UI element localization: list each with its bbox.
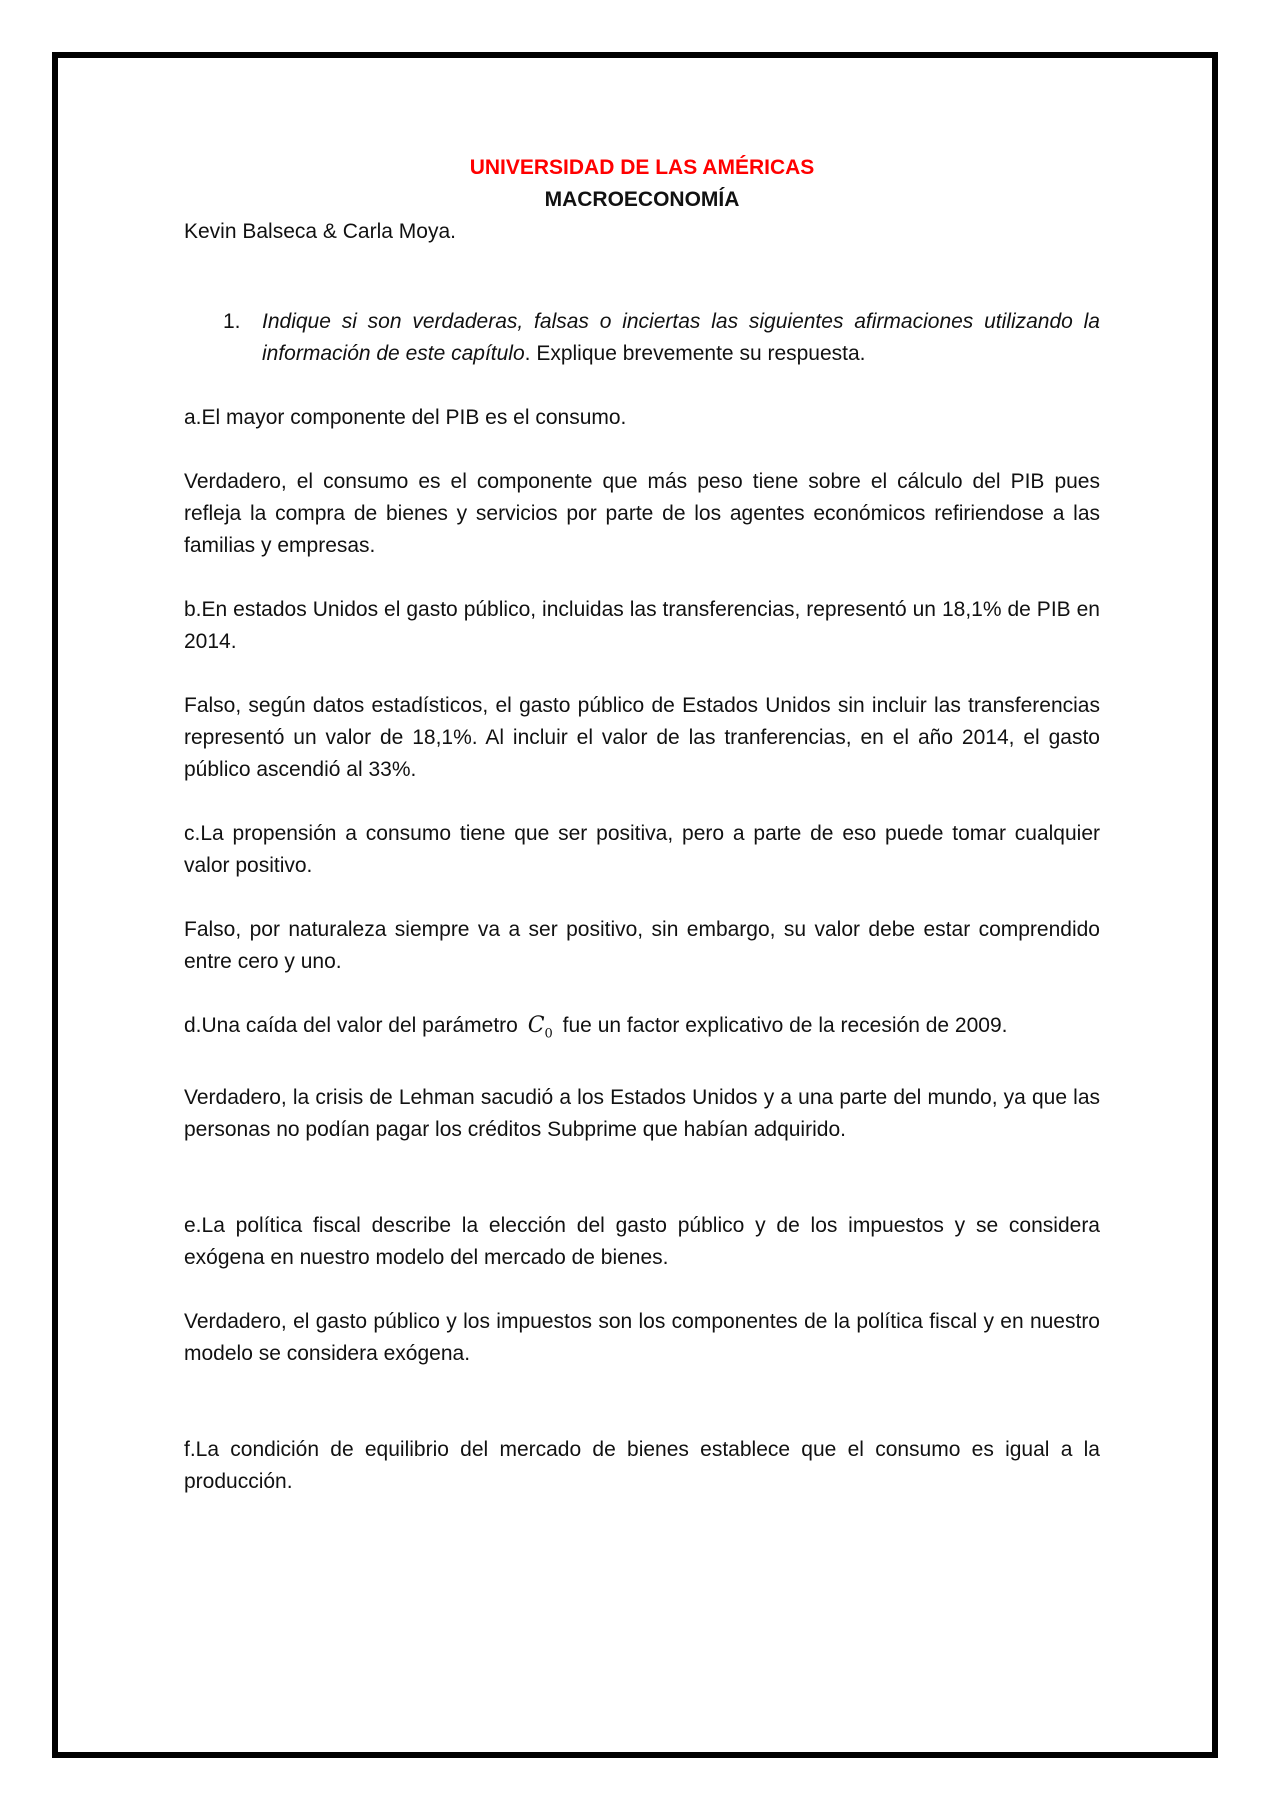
parameter-symbol-main: C <box>527 1013 545 1038</box>
statement-a: a.El mayor componente del PIB es el consumo. <box>184 406 627 429</box>
question-plain-text: . Explique brevemente su respuesta. <box>524 342 866 365</box>
statement-d-before: d.Una caída del valor del parámetro <box>184 1014 518 1037</box>
parameter-symbol-sub: 0 <box>544 1026 553 1042</box>
document-header <box>184 152 1100 216</box>
answer-e: Verdadero, el gasto público y los impuestos son los componentes de la política fiscal y en nuestro modelo se considera exógena. <box>184 1310 1100 1366</box>
question-text <box>262 306 1100 370</box>
answer-a: Verdadero, el consumo es el componente que más peso tiene sobre el cálculo del PIB pues refleja la compra de bienes y servicios por parte de los agentes económicos refiriendose a las familias y empresas. <box>184 470 1100 557</box>
answer-b: Falso, según datos estadísticos, el gasto público de Estados Unidos sin incluir las transferencias representó un valor de 18,1%. Al incluir el valor de las tranferencias, en el año 2014, el gasto público ascendió al 33%. <box>184 694 1100 781</box>
question-list <box>184 306 1100 370</box>
answer-c: Falso, por naturaleza siempre va a ser positivo, sin embargo, su valor debe estar comprendido entre cero y uno. <box>184 918 1100 973</box>
question-italic-text: Indique si son verdaderas, falsas o inciertas las siguientes afirmaciones utilizando la información de este capítulo <box>262 310 1100 365</box>
statement-e: e.La política fiscal describe la elección del gasto público y de los impuestos y se considera exógena en nuestro modelo del mercado de bienes. <box>184 1214 1100 1270</box>
document-body <box>184 152 1100 1498</box>
statement-f: f.La condición de equilibrio del mercado de bienes establece que el consumo es igual a la producción. <box>184 1438 1100 1494</box>
question-item <box>223 306 1100 370</box>
statement-d-after: fue un factor explicativo de la recesión de 2009. <box>562 1014 1008 1037</box>
parameter-c0-symbol <box>524 1013 557 1042</box>
authors-line: Kevin Balseca & Carla Moya. <box>184 220 456 243</box>
statement-b: b.En estados Unidos el gasto público, incluidas las transferencias, representó un 18,1% de PIB en 2014. <box>184 598 1100 653</box>
university-title: UNIVERSIDAD DE LAS AMÉRICAS <box>469 156 815 179</box>
answer-d: Verdadero, la crisis de Lehman sacudió a los Estados Unidos y a una parte del mundo, ya que las personas no podían pagar los créditos Subprime que habían adquirido. <box>184 1086 1100 1142</box>
statement-c: c.La propensión a consumo tiene que ser positiva, pero a parte de eso puede tomar cualquier valor positivo. <box>184 822 1100 877</box>
course-title: MACROECONOMÍA <box>544 188 740 211</box>
question-number: 1. <box>223 310 241 333</box>
statement-d <box>184 1010 1100 1050</box>
